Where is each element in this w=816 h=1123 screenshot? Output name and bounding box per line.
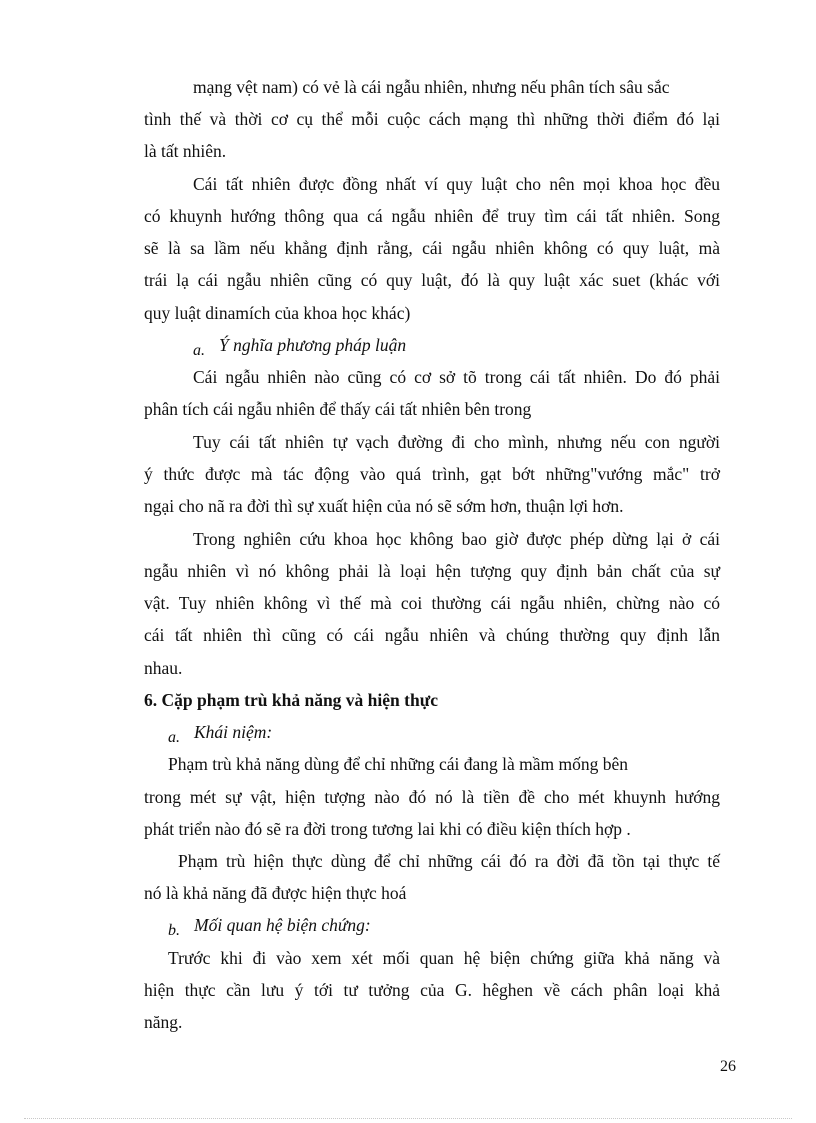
subheading <box>193 334 406 358</box>
text-line: Trước khi đi vào xem xét mối quan hệ biện chứng giữa khả năng và <box>168 948 720 968</box>
section-heading: 6. Cặp phạm trù khả năng và hiện thực <box>144 690 438 710</box>
text-line: Phạm trù khả năng dùng để chỉ những cái đang là mầm mống bên <box>168 754 629 774</box>
text-line: Phạm trù hiện thực dùng để chỉ những cái đó ra đời đã tồn tại thực tế <box>178 851 720 871</box>
text-line: ngại cho nã ra đời thì sự xuất hiện của nó sẽ sớm hơn, thuận lợi hơn. <box>144 496 624 516</box>
text-line: cái tất nhiên thì cũng có cái ngẫu nhiên và chúng thường quy định lẫn <box>144 625 720 645</box>
page-bottom-rule <box>24 1118 792 1119</box>
text-line: nhau. <box>144 658 183 678</box>
subheading-text: Khái niệm: <box>194 722 273 742</box>
list-marker: a. <box>168 729 180 746</box>
text-line: ý thức được mà tác động vào quá trình, gạt bớt những"vướng mắc" trở <box>144 464 720 484</box>
text-line: sẽ là sa lầm nếu khẳng định rằng, cái ngẫu nhiên không có quy luật, mà <box>144 238 720 258</box>
text-line: mạng vệt nam) có vẻ là cái ngẫu nhiên, nhưng nếu phân tích sâu sắc <box>193 77 670 97</box>
text-line: nó là khả năng đã được hiện thực hoá <box>144 883 407 903</box>
text-line: trong mét sự vật, hiện tượng nào đó nó là tiền đề cho mét khuynh hướng <box>144 787 720 807</box>
list-marker: b. <box>168 922 180 939</box>
text-line: ngẫu nhiên vì nó không phải là loại hện tượng quy định bản chất của sự <box>144 561 720 581</box>
text-line: Tuy cái tất nhiên tự vạch đường đi cho mình, nhưng nếu con người <box>193 432 720 452</box>
text-line: phát triển nào đó sẽ ra đời trong tương lai khi có điều kiện thích hợp . <box>144 819 631 839</box>
list-marker: a. <box>193 342 205 359</box>
text-line: quy luật dinamích của khoa học khác) <box>144 303 411 323</box>
text-line: vật. Tuy nhiên không vì thế mà coi thường cái ngẫu nhiên, chừng nào có <box>144 593 720 613</box>
text-line: hiện thực cần lưu ý tới tư tưởng của G. hêghen về cách phân loại khả <box>144 980 720 1000</box>
subheading <box>168 914 371 938</box>
text-line: trái lạ cái ngẫu nhiên cũng có quy luật, đó là quy luật xác suet (khác với <box>144 270 720 290</box>
text-line: có khuynh hướng thông qua cá ngẫu nhiên để truy tìm cái tất nhiên. Song <box>144 206 720 226</box>
subheading-text: Mối quan hệ biện chứng: <box>194 915 371 935</box>
text-line: là tất nhiên. <box>144 141 227 161</box>
text-line: Cái tất nhiên được đồng nhất ví quy luật cho nên mọi khoa học đều <box>193 174 720 194</box>
text-line: phân tích cái ngẫu nhiên để thấy cái tất nhiên bên trong <box>144 399 532 419</box>
subheading-text: Ý nghĩa phương pháp luận <box>219 335 407 355</box>
subheading <box>168 721 272 745</box>
text-line: Trong nghiên cứu khoa học không bao giờ được phép dừng lại ở cái <box>193 529 720 549</box>
text-line: Cái ngẫu nhiên nào cũng có cơ sở tõ trong cái tất nhiên. Do đó phải <box>193 367 720 387</box>
text-line: năng. <box>144 1012 183 1032</box>
page-number: 26 <box>720 1058 736 1075</box>
text-line: tình thế và thời cơ cụ thể mỗi cuộc cách mạng thì những thời điểm đó lại <box>144 109 720 129</box>
